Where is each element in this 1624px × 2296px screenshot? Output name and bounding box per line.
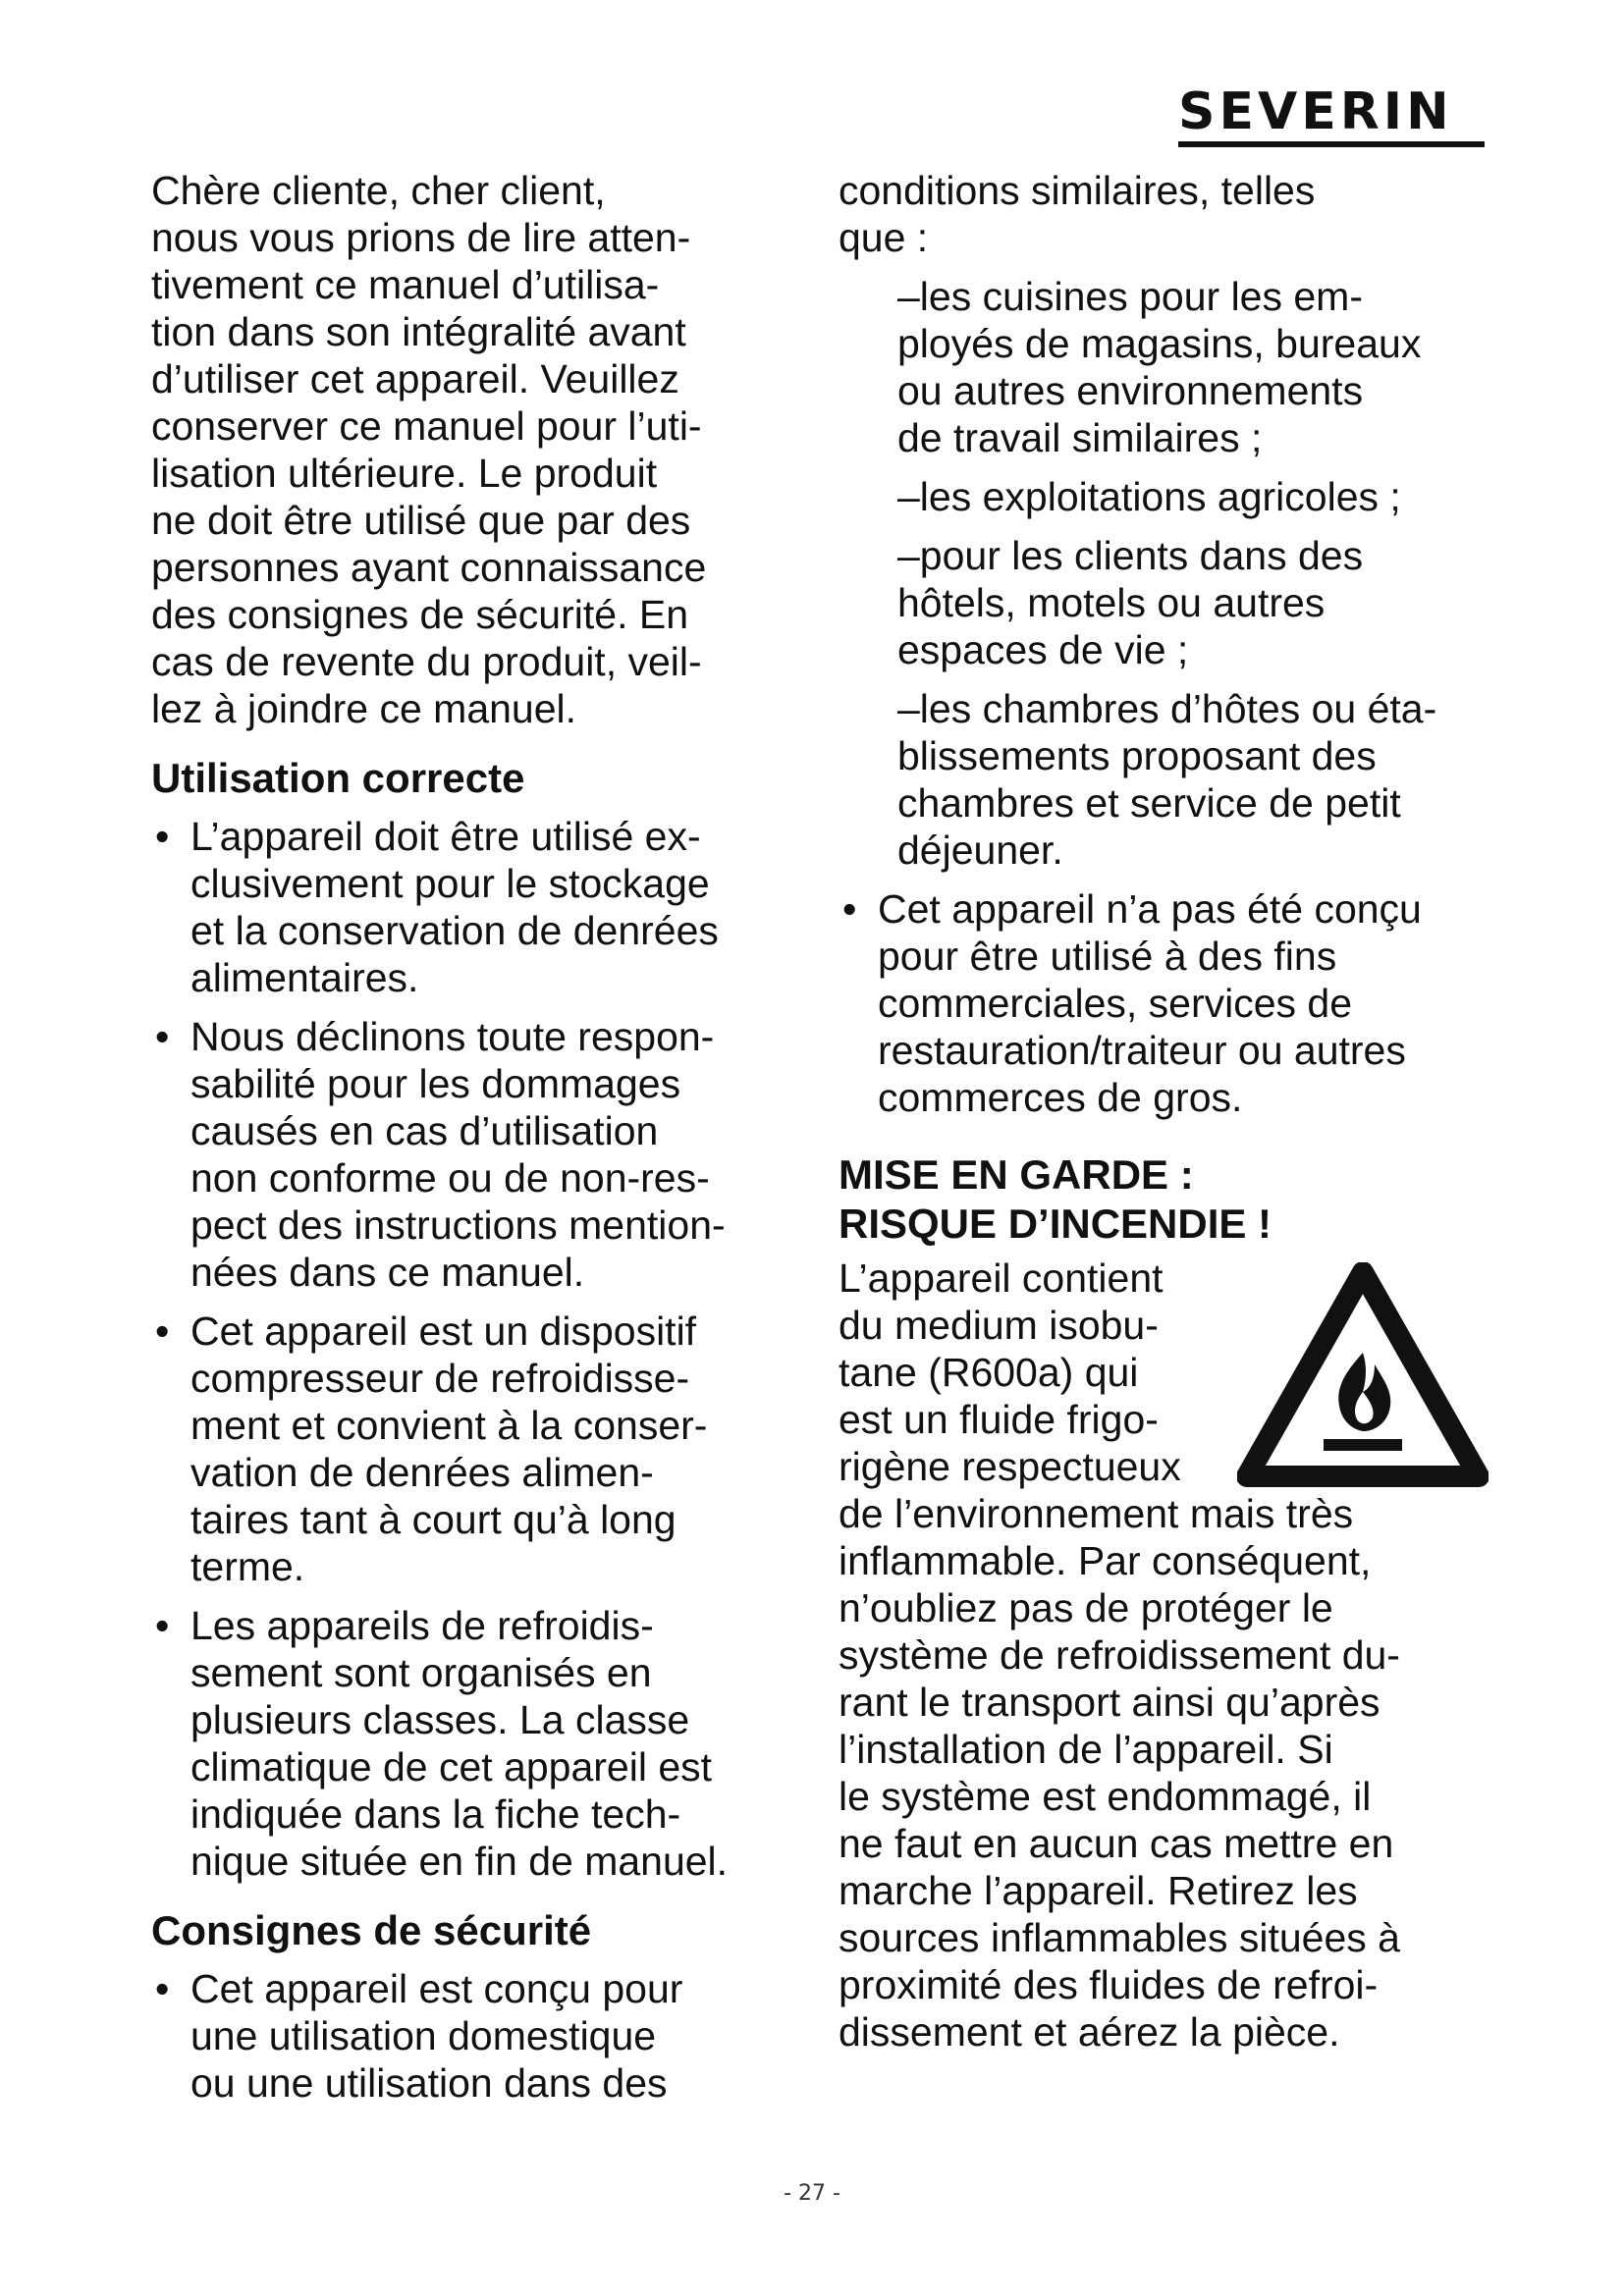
- list-item: [151, 1013, 819, 1296]
- page-number: - 27 -: [784, 2181, 840, 2206]
- list-item-text: Cet appareil n’a pas été conçu pour être utilisé à des fins commerciales, services de restauration/traiteur ou autres commerces de gros.: [878, 886, 1422, 1120]
- sub-list-item: –les chambres d’hôtes ou éta- blissements proposant des chambres et service de petit déjeuner.: [897, 686, 1437, 873]
- list-item: [839, 885, 1506, 1121]
- list-item-text: Les appareils de refroidis- sement sont organisés en plusieurs classes. La classe climatique de cet appareil est indiquée dans la fiche tech- nique située en fin de manuel.: [190, 1603, 729, 1884]
- continuation-paragraph: conditions similaires, telles que :: [839, 168, 1316, 260]
- bullet-icon: •: [842, 886, 857, 932]
- list-item-text: L’appareil doit être utilisé ex- clusivement pour le stockage et la conservation de denrées alimentaires.: [190, 814, 719, 1000]
- section-heading-utilisation: Utilisation correcte: [151, 755, 525, 801]
- flammable-warning-icon: [1237, 1262, 1489, 1488]
- list-item-text: Nous déclinons toute respon- sabilité pour les dommages causés en cas d’utilisation non conforme ou de non-res- pect des instructions mention- nées dans ce manuel.: [190, 1014, 726, 1295]
- sub-list-item: –pour les clients dans des hôtels, motels ou autres espaces de vie ;: [897, 533, 1364, 672]
- warning-text-bottom: de l’environnement mais très inflammable. Par conséquent, n’oubliez pas de protéger le système de refroidissement du- rant le transport ainsi qu’après l’installation de l’appareil. Si le système est endommagé, il ne faut en aucun cas mettre en marche l’appareil. Retirez les sources inflammables situées à proximité des fluides de refroi- dissement et aérez la pièce.: [839, 1491, 1400, 2055]
- sub-list-item: –les cuisines pour les em- ployés de magasins, bureaux ou autres environnements de travail similaires ;: [897, 274, 1422, 460]
- brand-logo: SEVERIN: [1178, 84, 1485, 147]
- list-item-text: Cet appareil est conçu pour une utilisation domestique ou une utilisation dans des: [190, 1966, 683, 2106]
- list-item: [151, 1602, 819, 1885]
- list-item: [151, 813, 819, 1001]
- warning-text-top: L’appareil contient du medium isobu- tane (R600a) qui est un fluide frigo- rigène respectueux: [839, 1255, 1181, 1489]
- bullet-icon: •: [155, 1603, 170, 1648]
- warning-block: [839, 1255, 1506, 2056]
- list-item: [151, 1308, 819, 1590]
- warning-heading-line1: MISE EN GARDE :: [839, 1151, 1194, 1198]
- right-column: [839, 167, 1506, 2056]
- sub-list-item: –les exploitations agricoles ;: [897, 474, 1401, 519]
- bullet-icon: •: [155, 1014, 170, 1059]
- list-item: [151, 1965, 819, 2107]
- warning-heading: [839, 1150, 1506, 1249]
- left-column: [151, 167, 819, 2118]
- warning-heading-line2: RISQUE D’INCENDIE !: [839, 1201, 1272, 1247]
- bullet-icon: •: [155, 1966, 170, 2011]
- list-item-text: Cet appareil est un dispositif compresseur de refroidisse- ment et convient à la conser- vation de denrées alimen- taires tant à court qu’à long terme.: [190, 1308, 708, 1589]
- intro-paragraph: Chère cliente, cher client, nous vous prions de lire atten- tivement ce manuel d’utilisa- tion dans son intégralité avant d’utiliser cet appareil. Veuillez conserver ce manuel pour l’uti- lisation ultérieure. Le produit ne doit être utilisé que par des personnes ayant connaissance des consignes de sécurité. En cas de revente du produit, veil- lez à joindre ce manuel.: [151, 168, 707, 731]
- bullet-icon: •: [155, 814, 170, 859]
- bullet-icon: •: [155, 1308, 170, 1354]
- section-heading-securite: Consignes de sécurité: [151, 1907, 592, 1953]
